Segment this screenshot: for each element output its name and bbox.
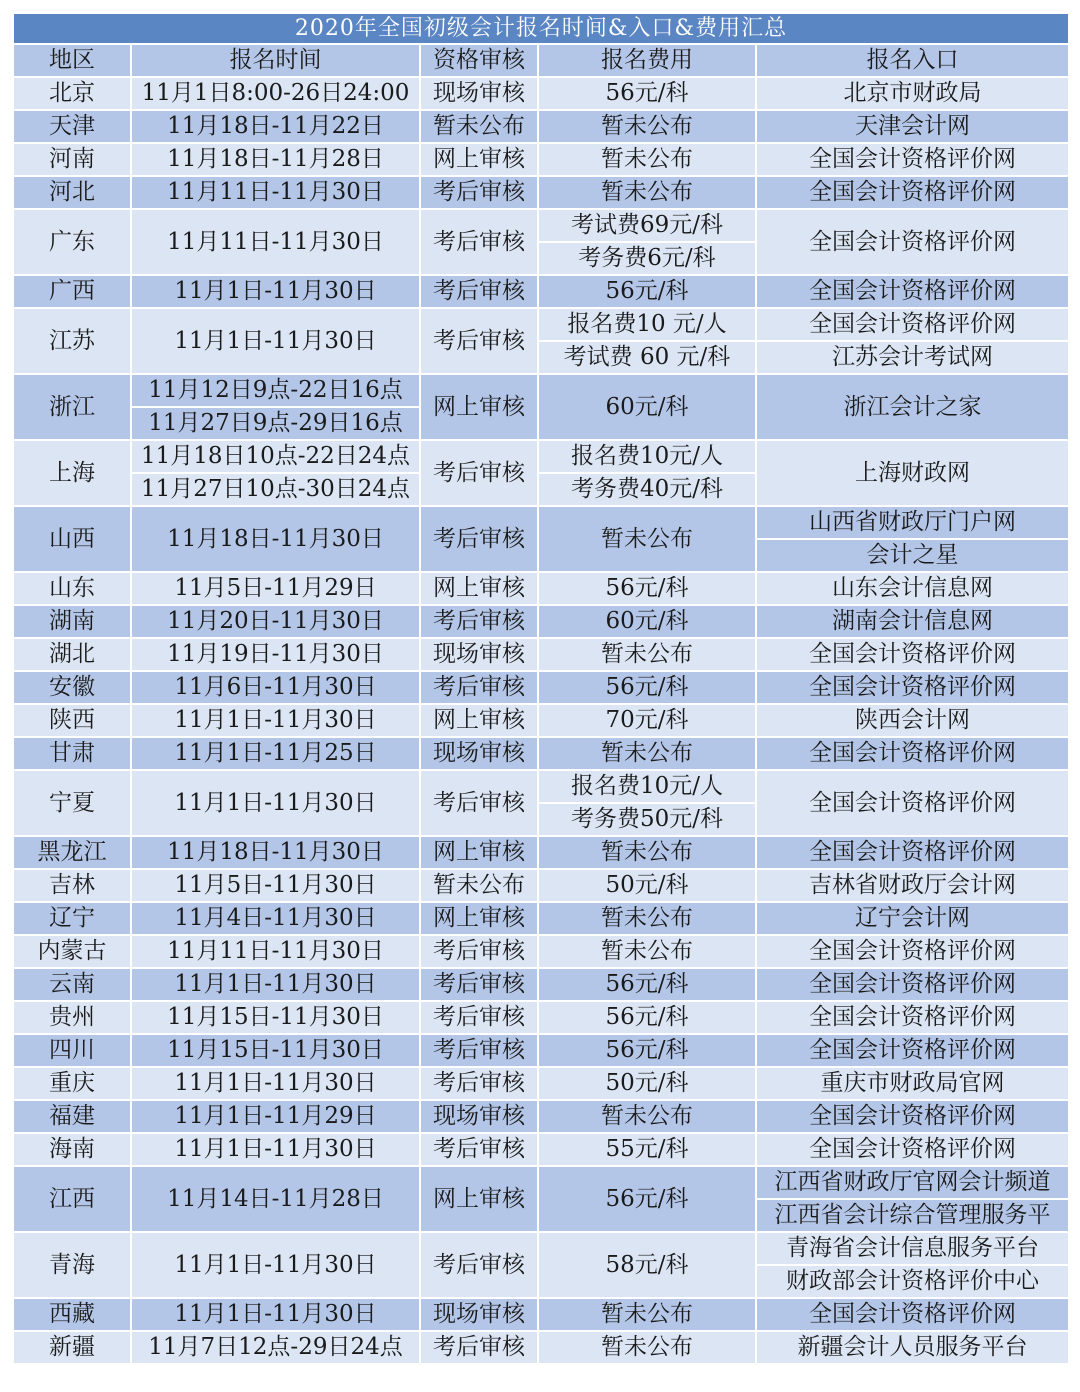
table-row: [13, 1331, 1069, 1364]
time-cell: 11月18日-11月22日: [131, 110, 420, 143]
region-cell: 西藏: [13, 1298, 131, 1331]
table-row: [13, 572, 1069, 605]
fee-cell: 考试费69元/科: [538, 209, 756, 242]
review-cell: 网上审核: [420, 374, 538, 440]
review-cell: 考后审核: [420, 935, 538, 968]
table-row: [13, 110, 1069, 143]
entry-cell: 财政部会计资格评价中心: [756, 1265, 1069, 1298]
review-cell: 考后审核: [420, 275, 538, 308]
fee-cell: 56元/科: [538, 275, 756, 308]
region-cell: 宁夏: [13, 770, 131, 836]
region-cell: 重庆: [13, 1067, 131, 1100]
table-row: [13, 143, 1069, 176]
time-cell: 11月1日-11月30日: [131, 1133, 420, 1166]
region-cell: 河北: [13, 176, 131, 209]
entry-cell: 新疆会计人员服务平台: [756, 1331, 1069, 1364]
header-review: 资格审核: [420, 44, 538, 77]
table-row: [13, 1067, 1069, 1100]
table-row: [13, 671, 1069, 704]
time-cell: 11月15日-11月30日: [131, 1034, 420, 1067]
table-row: [13, 704, 1069, 737]
entry-cell: 全国会计资格评价网: [756, 1133, 1069, 1166]
review-cell: 网上审核: [420, 572, 538, 605]
entry-cell: 全国会计资格评价网: [756, 308, 1069, 341]
review-cell: 现场审核: [420, 638, 538, 671]
review-cell: 考后审核: [420, 1001, 538, 1034]
header-time: 报名时间: [131, 44, 420, 77]
time-cell: 11月11日-11月30日: [131, 935, 420, 968]
table-row: [13, 1034, 1069, 1067]
summary-table-wrapper: [12, 12, 1068, 1365]
entry-cell: 山西省财政厅门户网: [756, 506, 1069, 539]
entry-cell: 全国会计资格评价网: [756, 209, 1069, 275]
review-cell: 考后审核: [420, 176, 538, 209]
time-cell: 11月7日12点-29日24点: [131, 1331, 420, 1364]
entry-cell: 上海财政网: [756, 440, 1069, 506]
entry-cell: 江西省会计综合管理服务平: [756, 1199, 1069, 1232]
header-row: [13, 44, 1069, 77]
review-cell: 网上审核: [420, 143, 538, 176]
entry-cell: 全国会计资格评价网: [756, 836, 1069, 869]
review-cell: 暂未公布: [420, 110, 538, 143]
review-cell: 考后审核: [420, 1034, 538, 1067]
fee-cell: 56元/科: [538, 1001, 756, 1034]
review-cell: 考后审核: [420, 308, 538, 374]
entry-cell: 全国会计资格评价网: [756, 968, 1069, 1001]
fee-cell: 考务费50元/科: [538, 803, 756, 836]
region-cell: 广西: [13, 275, 131, 308]
region-cell: 山西: [13, 506, 131, 572]
region-cell: 江苏: [13, 308, 131, 374]
fee-cell: 暂未公布: [538, 143, 756, 176]
table-row: [13, 737, 1069, 770]
header-fee: 报名费用: [538, 44, 756, 77]
review-cell: 考后审核: [420, 1232, 538, 1298]
entry-cell: 全国会计资格评价网: [756, 770, 1069, 836]
region-cell: 湖南: [13, 605, 131, 638]
table-row: [13, 77, 1069, 110]
fee-cell: 暂未公布: [538, 935, 756, 968]
review-cell: 考后审核: [420, 506, 538, 572]
time-cell: 11月27日10点-30日24点: [131, 473, 420, 506]
entry-cell: 湖南会计信息网: [756, 605, 1069, 638]
time-cell: 11月1日-11月30日: [131, 704, 420, 737]
review-cell: 网上审核: [420, 1166, 538, 1232]
fee-cell: 暂未公布: [538, 836, 756, 869]
table-row: [13, 440, 1069, 473]
entry-cell: 陕西会计网: [756, 704, 1069, 737]
time-cell: 11月1日-11月30日: [131, 308, 420, 374]
fee-cell: 报名费10 元/人: [538, 308, 756, 341]
region-cell: 河南: [13, 143, 131, 176]
table-row: [13, 209, 1069, 242]
table-row: [13, 770, 1069, 803]
fee-cell: 暂未公布: [538, 737, 756, 770]
region-cell: 四川: [13, 1034, 131, 1067]
entry-cell: 全国会计资格评价网: [756, 638, 1069, 671]
fee-cell: 60元/科: [538, 374, 756, 440]
region-cell: 天津: [13, 110, 131, 143]
fee-cell: 暂未公布: [538, 902, 756, 935]
table-row: [13, 1001, 1069, 1034]
fee-cell: 暂未公布: [538, 1298, 756, 1331]
review-cell: 考后审核: [420, 209, 538, 275]
review-cell: 考后审核: [420, 1133, 538, 1166]
entry-cell: 北京市财政局: [756, 77, 1069, 110]
fee-cell: 暂未公布: [538, 506, 756, 572]
fee-cell: 56元/科: [538, 968, 756, 1001]
region-cell: 山东: [13, 572, 131, 605]
entry-cell: 天津会计网: [756, 110, 1069, 143]
time-cell: 11月18日-11月28日: [131, 143, 420, 176]
review-cell: 暂未公布: [420, 869, 538, 902]
entry-cell: 全国会计资格评价网: [756, 176, 1069, 209]
entry-cell: 全国会计资格评价网: [756, 275, 1069, 308]
region-cell: 福建: [13, 1100, 131, 1133]
region-cell: 青海: [13, 1232, 131, 1298]
time-cell: 11月20日-11月30日: [131, 605, 420, 638]
region-cell: 云南: [13, 968, 131, 1001]
entry-cell: 全国会计资格评价网: [756, 671, 1069, 704]
header-region: 地区: [13, 44, 131, 77]
review-cell: 网上审核: [420, 704, 538, 737]
time-cell: 11月1日-11月30日: [131, 968, 420, 1001]
table-row: [13, 1100, 1069, 1133]
review-cell: 考后审核: [420, 671, 538, 704]
fee-cell: 报名费10元/人: [538, 770, 756, 803]
table-row: [13, 605, 1069, 638]
fee-cell: 60元/科: [538, 605, 756, 638]
table-row: [13, 968, 1069, 1001]
entry-cell: 会计之星: [756, 539, 1069, 572]
table-row: [13, 1133, 1069, 1166]
review-cell: 网上审核: [420, 836, 538, 869]
region-cell: 甘肃: [13, 737, 131, 770]
header-entry: 报名入口: [756, 44, 1069, 77]
region-cell: 浙江: [13, 374, 131, 440]
entry-cell: 江苏会计考试网: [756, 341, 1069, 374]
region-cell: 上海: [13, 440, 131, 506]
region-cell: 陕西: [13, 704, 131, 737]
review-cell: 现场审核: [420, 1100, 538, 1133]
review-cell: 考后审核: [420, 968, 538, 1001]
entry-cell: 全国会计资格评价网: [756, 1001, 1069, 1034]
table-row: [13, 935, 1069, 968]
table-row: [13, 1166, 1069, 1199]
time-cell: 11月1日-11月30日: [131, 1298, 420, 1331]
entry-cell: 全国会计资格评价网: [756, 935, 1069, 968]
entry-cell: 全国会计资格评价网: [756, 1100, 1069, 1133]
region-cell: 海南: [13, 1133, 131, 1166]
table-row: [13, 308, 1069, 341]
region-cell: 辽宁: [13, 902, 131, 935]
entry-cell: 山东会计信息网: [756, 572, 1069, 605]
region-cell: 黑龙江: [13, 836, 131, 869]
table-row: [13, 275, 1069, 308]
time-cell: 11月1日-11月30日: [131, 770, 420, 836]
time-cell: 11月1日-11月30日: [131, 1232, 420, 1298]
time-cell: 11月15日-11月30日: [131, 1001, 420, 1034]
time-cell: 11月11日-11月30日: [131, 209, 420, 275]
fee-cell: 考务费40元/科: [538, 473, 756, 506]
table-row: [13, 1232, 1069, 1265]
fee-cell: 56元/科: [538, 671, 756, 704]
entry-cell: 全国会计资格评价网: [756, 1034, 1069, 1067]
table-row: [13, 836, 1069, 869]
fee-cell: 暂未公布: [538, 110, 756, 143]
review-cell: 考后审核: [420, 1067, 538, 1100]
time-cell: 11月14日-11月28日: [131, 1166, 420, 1232]
region-cell: 吉林: [13, 869, 131, 902]
fee-cell: 70元/科: [538, 704, 756, 737]
table-body: [13, 77, 1069, 1364]
time-cell: 11月11日-11月30日: [131, 176, 420, 209]
review-cell: 考后审核: [420, 1331, 538, 1364]
registration-summary-table: [12, 12, 1070, 1365]
fee-cell: 56元/科: [538, 77, 756, 110]
review-cell: 网上审核: [420, 902, 538, 935]
time-cell: 11月1日8:00-26日24:00: [131, 77, 420, 110]
fee-cell: 暂未公布: [538, 1331, 756, 1364]
fee-cell: 暂未公布: [538, 1100, 756, 1133]
time-cell: 11月1日-11月30日: [131, 1067, 420, 1100]
table-row: [13, 506, 1069, 539]
region-cell: 内蒙古: [13, 935, 131, 968]
region-cell: 新疆: [13, 1331, 131, 1364]
time-cell: 11月27日9点-29日16点: [131, 407, 420, 440]
time-cell: 11月12日9点-22日16点: [131, 374, 420, 407]
fee-cell: 50元/科: [538, 1067, 756, 1100]
fee-cell: 暂未公布: [538, 176, 756, 209]
region-cell: 广东: [13, 209, 131, 275]
region-cell: 江西: [13, 1166, 131, 1232]
review-cell: 现场审核: [420, 1298, 538, 1331]
review-cell: 考后审核: [420, 770, 538, 836]
time-cell: 11月18日-11月30日: [131, 506, 420, 572]
time-cell: 11月18日-11月30日: [131, 836, 420, 869]
entry-cell: 江西省财政厅官网会计频道: [756, 1166, 1069, 1199]
table-row: [13, 638, 1069, 671]
review-cell: 现场审核: [420, 737, 538, 770]
table-title: 2020年全国初级会计报名时间&入口&费用汇总: [13, 13, 1069, 44]
entry-cell: 重庆市财政局官网: [756, 1067, 1069, 1100]
time-cell: 11月19日-11月30日: [131, 638, 420, 671]
region-cell: 贵州: [13, 1001, 131, 1034]
entry-cell: 辽宁会计网: [756, 902, 1069, 935]
table-row: [13, 374, 1069, 407]
fee-cell: 55元/科: [538, 1133, 756, 1166]
entry-cell: 全国会计资格评价网: [756, 737, 1069, 770]
fee-cell: 58元/科: [538, 1232, 756, 1298]
entry-cell: 全国会计资格评价网: [756, 143, 1069, 176]
time-cell: 11月4日-11月30日: [131, 902, 420, 935]
table-row: [13, 176, 1069, 209]
region-cell: 北京: [13, 77, 131, 110]
review-cell: 考后审核: [420, 605, 538, 638]
entry-cell: 青海省会计信息服务平台: [756, 1232, 1069, 1265]
review-cell: 现场审核: [420, 77, 538, 110]
time-cell: 11月5日-11月30日: [131, 869, 420, 902]
time-cell: 11月18日10点-22日24点: [131, 440, 420, 473]
fee-cell: 56元/科: [538, 1034, 756, 1067]
table-row: [13, 902, 1069, 935]
review-cell: 考后审核: [420, 440, 538, 506]
entry-cell: 全国会计资格评价网: [756, 1298, 1069, 1331]
table-row: [13, 1298, 1069, 1331]
fee-cell: 50元/科: [538, 869, 756, 902]
time-cell: 11月1日-11月25日: [131, 737, 420, 770]
fee-cell: 考试费 60 元/科: [538, 341, 756, 374]
fee-cell: 报名费10元/人: [538, 440, 756, 473]
entry-cell: 浙江会计之家: [756, 374, 1069, 440]
region-cell: 湖北: [13, 638, 131, 671]
region-cell: 安徽: [13, 671, 131, 704]
time-cell: 11月5日-11月29日: [131, 572, 420, 605]
time-cell: 11月6日-11月30日: [131, 671, 420, 704]
time-cell: 11月1日-11月29日: [131, 1100, 420, 1133]
time-cell: 11月1日-11月30日: [131, 275, 420, 308]
fee-cell: 暂未公布: [538, 638, 756, 671]
table-row: [13, 869, 1069, 902]
entry-cell: 吉林省财政厅会计网: [756, 869, 1069, 902]
fee-cell: 考务费6元/科: [538, 242, 756, 275]
fee-cell: 56元/科: [538, 572, 756, 605]
fee-cell: 56元/科: [538, 1166, 756, 1232]
